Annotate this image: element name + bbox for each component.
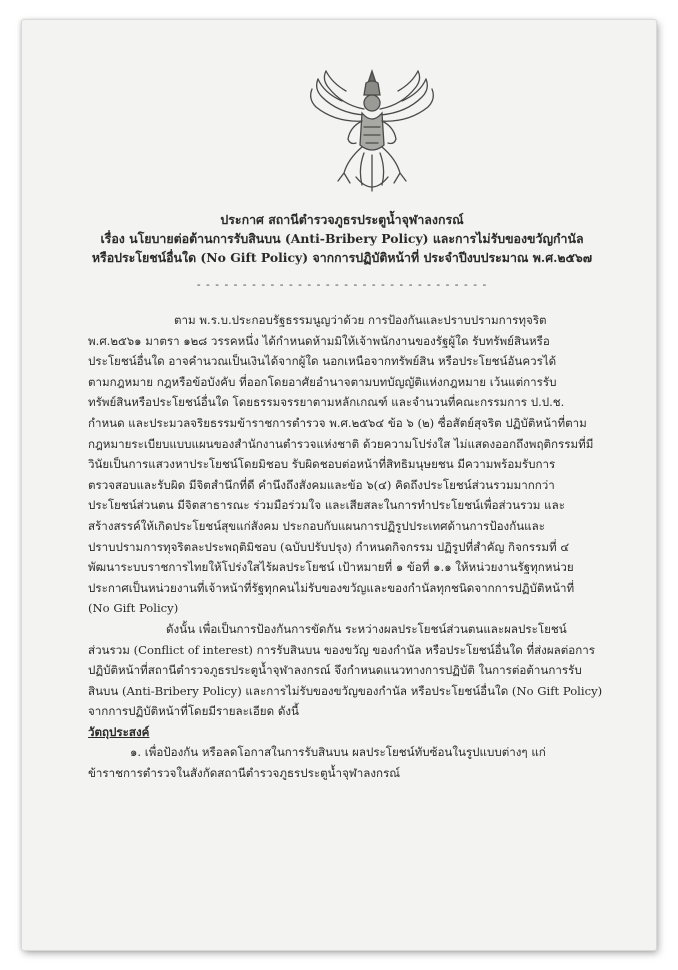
announcement-heading [62,210,622,267]
heading-line-2: เรื่อง นโยบายต่อต้านการรับสินบน (Anti-Bribery Policy) และการไม่รับของขวัญกำนัล [100,231,584,246]
paragraph-1-line: ประกาศเป็นหน่วยงานที่เจ้าหน้าที่รัฐทุกคนไม่รับของขวัญและของกำนัลทุกชนิดจากการปฏิบัติหน้าที่ [88,580,575,595]
paragraph-2-line: ส่วนรวม (Conflict of interest) การรับสินบน ของขวัญ ของกำนัล หรือประโยชน์อื่นใด ที่ส่งผลต่อการ [88,642,595,657]
paragraph-1-line: ทรัพย์สินหรือประโยชน์อื่นใด โดยธรรมจรรยาตามหลักเกณฑ์ และจำนวนที่คณะกรรมการ ป.ป.ช. [88,395,565,410]
garuda-emblem-icon [292,65,452,200]
paragraph-1-line: วินัยเป็นการแสวงหาประโยชน์โดยมิชอบ รับผิดชอบต่อหน้าที่สิทธิมนุษยชน มีความพร้อมรับการ [88,457,556,472]
paragraph-2-line: สินบน (Anti-Bribery Policy) และการไม่รับของขวัญของกำนัล หรือประโยชน์อื่นใด (No Gift Policy) [88,683,603,698]
heading-line-1: ประกาศ สถานีตำรวจภูธรประตูน้ำจุฬาลงกรณ์ [220,212,464,227]
paragraph-2-line: ดังนั้น เพื่อเป็นการป้องกันการขัดกัน ระหว่างผลประโยชน์ส่วนตนและผลประโยชน์ [166,621,567,636]
paragraph-1-line: ตามกฎหมาย กฎหรือข้อบังคับ ที่ออกโดยอาศัยอำนาจตามบทบัญญัติแห่งกฎหมาย เว้นแต่การรับ [88,374,557,389]
paragraph-1-line: ตาม พ.ร.บ.ประกอบรัฐธรรมนูญว่าด้วย การป้องกันและปราบปรามการทุจริต [174,313,547,327]
objective-item-1-line: ข้าราชการตำรวจในสังกัดสถานีตำรวจภูธรประตูน้ำจุฬาลงกรณ์ [88,766,401,781]
document-body [88,310,608,784]
document-page [22,20,656,950]
paragraph-1-line: พ.ศ.๒๕๖๑ มาตรา ๑๒๘ วรรคหนึ่ง ได้กำหนดห้ามมิให้เจ้าพนักงานของรัฐผู้ใด รับทรัพย์สินหรือ [88,333,550,348]
objective-item-1-line: ๑. เพื่อป้องกัน หรือลดโอกาสในการรับสินบน ผลประโยชน์ทับซ้อนในรูปแบบต่างๆ แก่ [130,745,546,760]
paragraph-1-line: กำหนด และประมวลจริยธรรมข้าราชการตำรวจ พ.ศ.๒๕๖๔ ข้อ ๖ (๒) ซื่อสัตย์สุจริต ปฏิบัติหน้าที่ตาม [88,415,587,430]
objectives-heading: วัตถุประสงค์ [88,724,150,739]
paragraph-2-line: จากการปฏิบัติหน้าที่โดยมีรายละเอียด ดังนี้ [88,704,299,719]
paragraph-1-line: ประโยชน์อื่นใด อาจคำนวณเป็นเงินได้จากผู้ใด นอกเหนือจากทรัพย์สิน หรือประโยชน์อันควรได้ [88,354,557,369]
paragraph-1-line: ปราบปรามการทุจริตละประพฤติมิชอบ (ฉบับปรับปรุง) กำหนดกิจกรรม ปฏิรูปที่สำคัญ กิจกรรมที่ ๔ [88,539,570,554]
paragraph-2-line: ปฏิบัติหน้าที่สถานีตำรวจภูธรประตูน้ำจุฬาลงกรณ์ จึงกำหนดแนวทางการปฏิบัติ ในการต่อต้านการรับ [88,663,582,678]
paragraph-1-line: สร้างสรรค์ให้เกิดประโยชน์สุขแก่สังคม ประกอบกับแผนการปฏิรูปประเทศด้านการป้องกันและ [88,518,545,533]
paragraph-1-line: พัฒนาระบบราชการไทยให้โปร่งใสไร้ผลประโยชน์ เป้าหมายที่ ๑ ข้อที่ ๑.๑ ให้หน่วยงานรัฐทุกหน่วย [88,560,574,575]
paragraph-1-line: ประโยชน์ส่วนตน มีจิตสาธารณะ ร่วมมือร่วมใจ และเสียสละในการทำประโยชน์เพื่อส่วนรวม และ [88,498,565,513]
paragraph-1-line: ตรวจสอบและรับผิด มีจิตสำนึกที่ดี คำนึงถึงสังคมและข้อ ๖(๔) คิดถึงประโยชน์ส่วนรวมมากกว่า [88,477,555,492]
paragraph-1-line: (No Gift Policy) [88,601,179,616]
heading-line-3: หรือประโยชน์อื่นใด (No Gift Policy) จากการปฏิบัติหน้าที่ ประจำปีงบประมาณ พ.ศ.๒๕๖๗ [91,250,593,265]
paragraph-1-line: กฎหมายระเบียบแบบแผนของสำนักงานตำรวจแห่งชาติ ด้วยความโปร่งใส ไม่แสดงออกถึงพฤติกรรมที่มี [88,436,594,451]
heading-divider: - - - - - - - - - - - - - - - - - - - - - - - - - - - - - - - - [196,278,488,291]
